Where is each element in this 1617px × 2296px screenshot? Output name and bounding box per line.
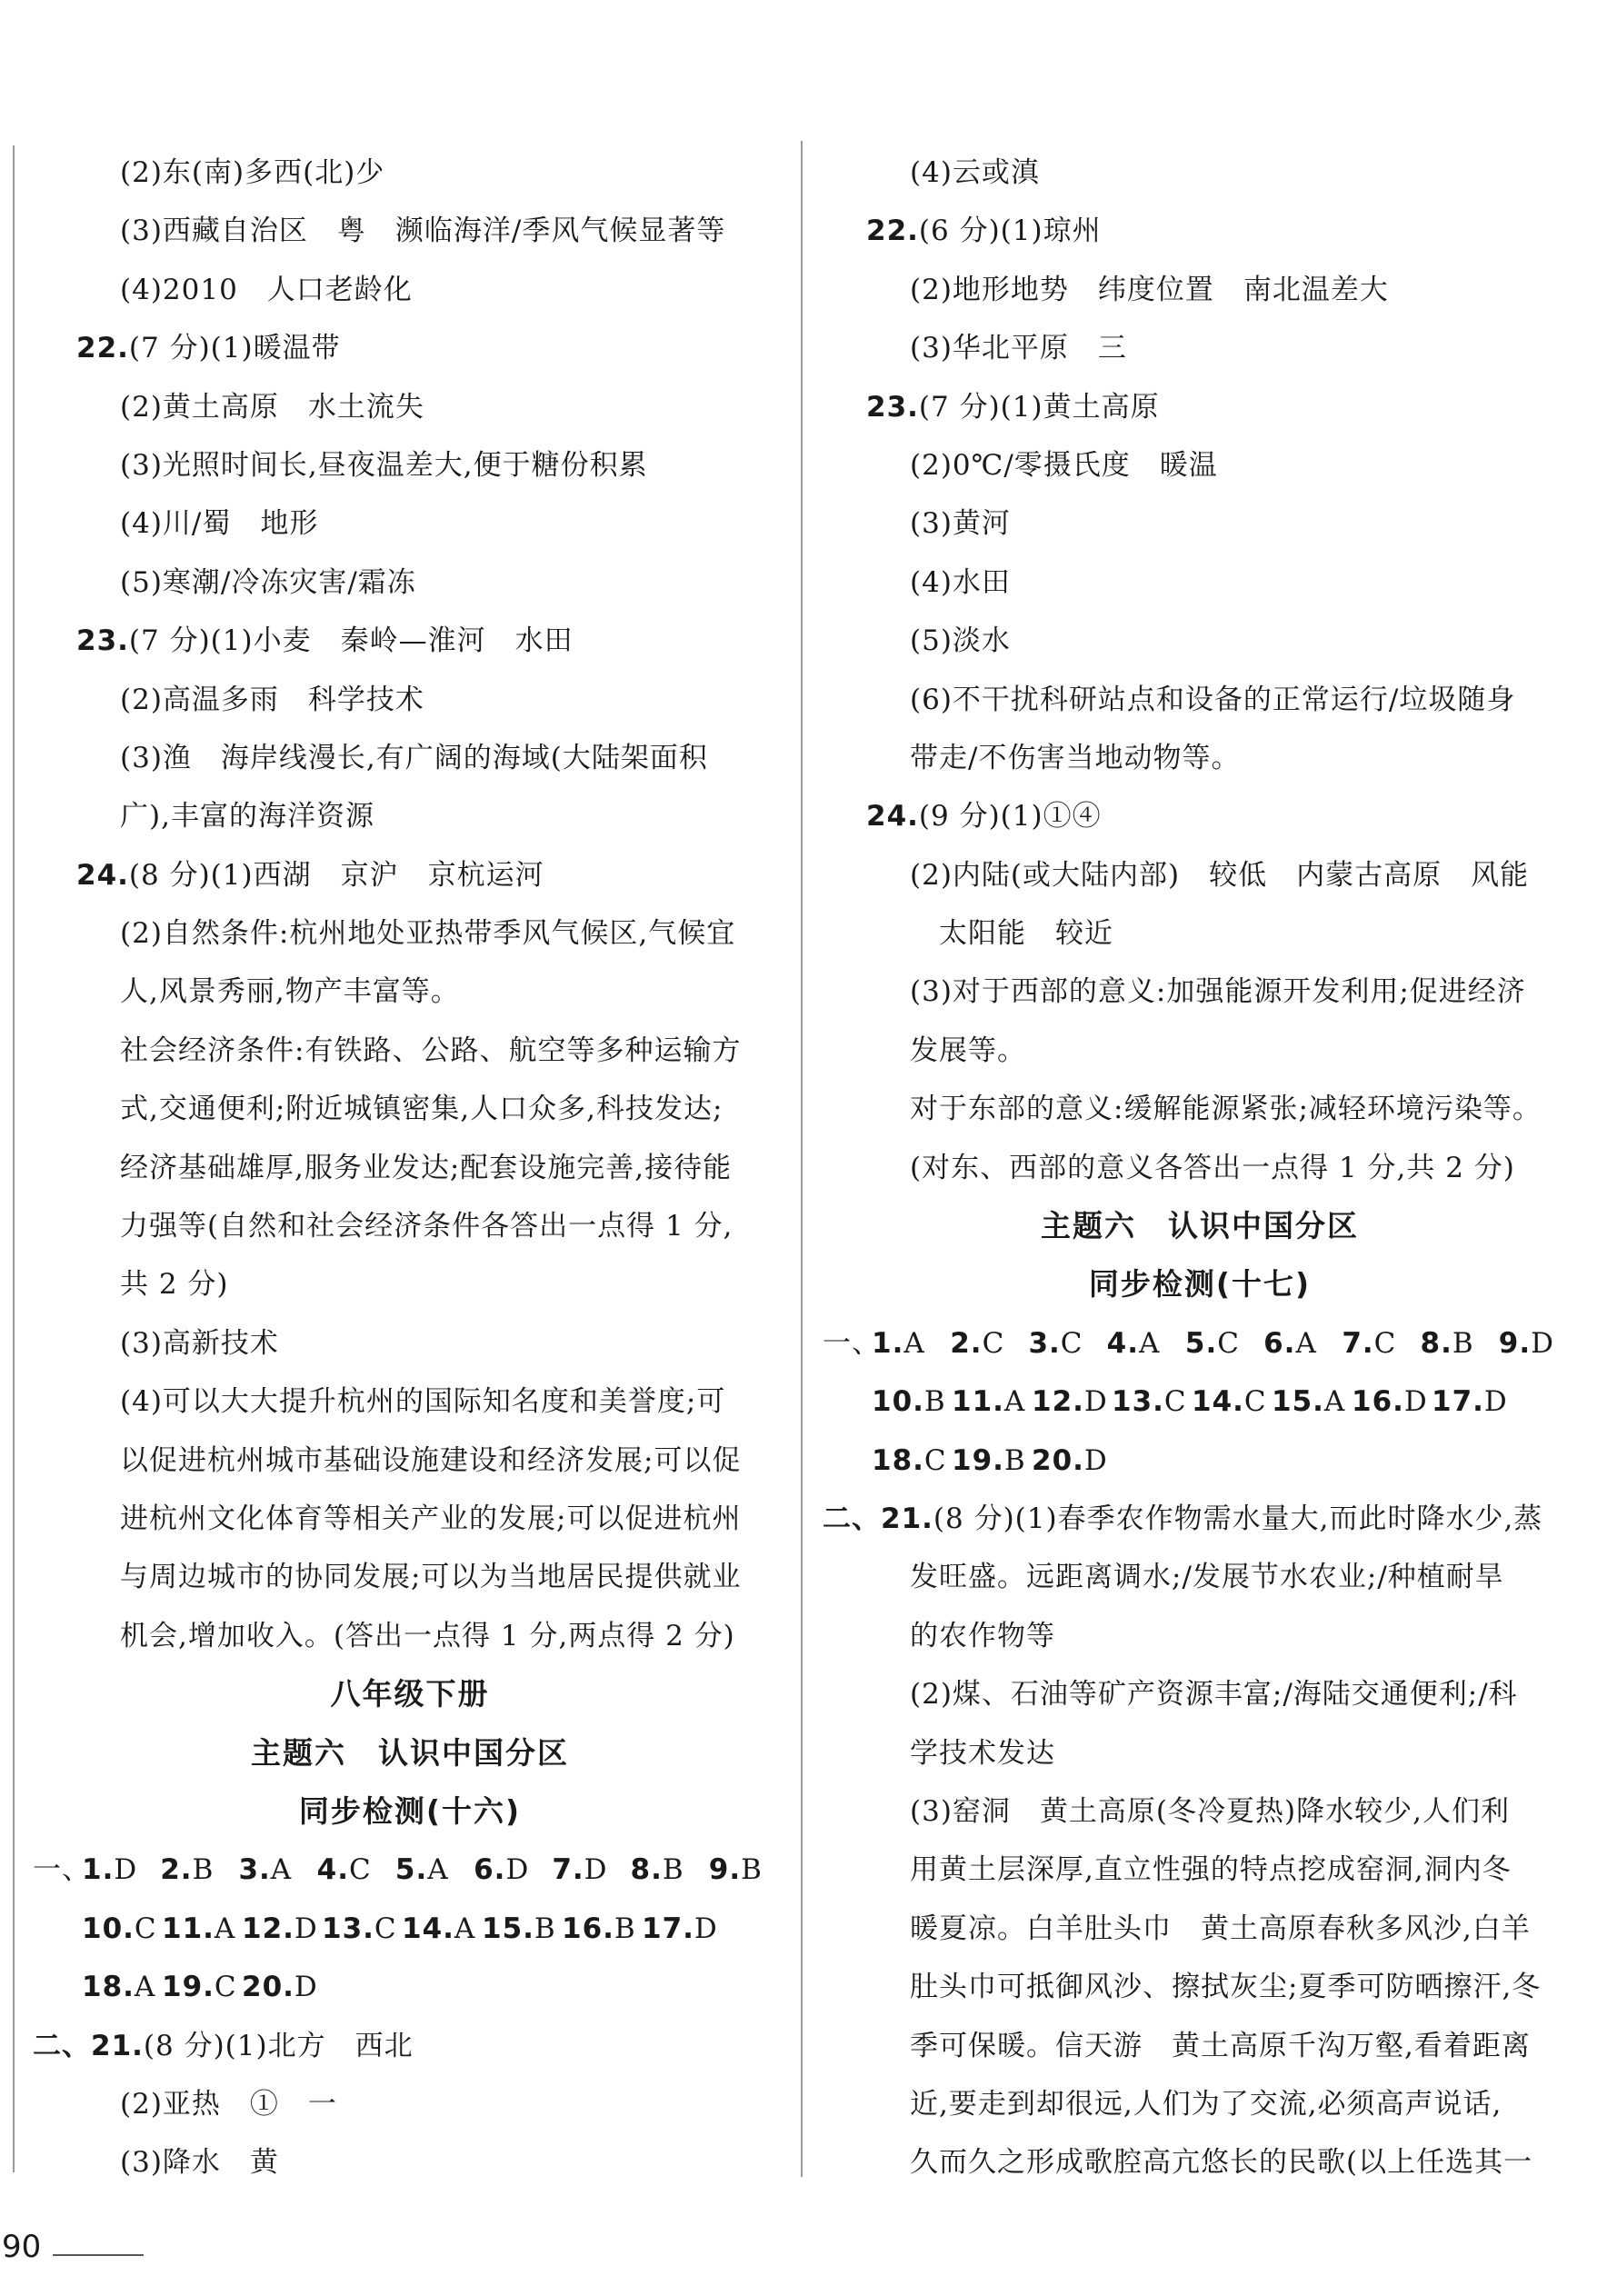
answer-letter: C [1217,1326,1240,1360]
answer-letter: B [923,1385,946,1419]
mc-answer [242,1900,322,1958]
question-item [33,2017,787,2075]
answer-letter: B [614,1912,636,1945]
question-number: 10. [82,1912,135,1945]
answer-line: (3)渔 海岸线漫长,有广阔的海域(大陆架面积 [120,741,708,774]
question-number: 5. [394,1853,428,1887]
multiple-choice-answers [33,1958,787,2016]
question-number: 8. [1420,1326,1452,1360]
question-item [823,378,1577,436]
answer-letter: D [694,1912,718,1945]
left-column [33,144,787,2192]
answer-line: 太阳能 较近 [939,917,1113,951]
mc-answer [1112,1373,1192,1431]
question-number: 23. [866,390,919,424]
answer-line: (4)可以大大提升杭州的国际知名度和美誉度;可 [120,1385,726,1419]
question-item [33,612,787,670]
question-number: 二、21. [823,1502,933,1535]
answer-letter: C [374,1912,397,1945]
question-number: 二、21. [33,2029,144,2062]
mc-answer [82,1900,162,1958]
mc-answer [1352,1373,1432,1431]
answer-line: (3)光照时间长,昼夜温差大,便于糖份积累 [120,448,648,482]
answer-line: 机会,增加收入。(答出一点得 1 分,两点得 2 分) [120,1619,735,1652]
answer-letter: B [662,1853,684,1887]
answer-line: 近,要走到却很远,人们为了交流,必须高声说话, [910,2087,1502,2121]
answer-line: (3)对于西部的意义:加强能源开发利用;促进经济 [910,975,1526,1009]
mc-answer [238,1841,316,1899]
question-number: 24. [866,800,919,834]
multiple-choice-answers [823,1314,1577,1373]
mc-answer [552,1841,630,1899]
right-column [823,144,1577,2192]
multiple-choice-answers [33,1841,787,1899]
answer-line: 社会经济条件:有铁路、公路、航空等多种运输方 [120,1033,742,1067]
mc-answer [242,1958,322,2016]
answer-line: (5)寒潮/冷冻灾害/霜冻 [120,565,416,599]
question-number: 4. [1106,1326,1140,1360]
mc-answer [872,1314,950,1373]
section-prefix [823,1373,872,1431]
answer-line: (3)窑洞 黄土高原(冬冷夏热)降水较少,人们利 [910,1794,1510,1828]
question-number: 23. [76,624,129,658]
answer-line: (4)水田 [910,565,1011,599]
question-item [33,846,787,904]
question-number: 22. [76,332,129,365]
question-number: 13. [1112,1385,1164,1419]
mc-answer [562,1900,642,1958]
answer-line: (2)地形地势 纬度位置 南北温差大 [910,273,1389,306]
answer-letter: B [192,1853,215,1887]
mc-answer [395,1841,474,1899]
section-prefix [823,1432,872,1490]
question-number: 24. [76,858,129,892]
question-number: 3. [238,1853,271,1887]
mc-answer [950,1314,1028,1373]
page-number-rule [53,2254,144,2256]
answer-letter: C [923,1443,947,1477]
mc-answer [642,1900,722,1958]
question-number: 17. [642,1912,694,1945]
answer-line: 发旺盛。远距离调水;/发展节水农业;/种植耐旱 [910,1561,1504,1594]
mc-answer [872,1432,952,1490]
answer-letter: B [1003,1443,1026,1477]
question-number: 19. [952,1443,1004,1477]
answer-line: (2)内陆(或大陆内部) 较低 内蒙古高原 风能 [910,858,1530,892]
multiple-choice-answers [823,1373,1577,1431]
answer-line: (2)自然条件:杭州地处亚热带季风气候区,气候宜 [120,917,736,951]
question-number: 19. [162,1971,215,2004]
answer-line: 进杭州文化体育等相关产业的发展;可以促进杭州 [120,1502,742,1535]
mc-answer [1272,1373,1352,1431]
answer-letter: C [349,1853,372,1887]
mc-answer [162,1900,242,1958]
answer-letter: A [1323,1385,1346,1419]
mc-answer [322,1900,402,1958]
question-number: 5. [1184,1326,1218,1360]
answer-line: (2)亚热 ① 一 [120,2087,337,2121]
mc-answer [1028,1314,1106,1373]
mc-answer [160,1841,238,1899]
mc-answer [952,1373,1032,1431]
question-item [823,202,1577,260]
question-number: 22. [866,215,919,248]
section-prefix [33,1958,82,2016]
answer-line: (4)2010 人口老龄化 [120,273,413,306]
question-number: 7. [1342,1326,1374,1360]
answer-line: 经济基础雄厚,服务业发达;配套设施完善,接待能 [120,1151,733,1184]
answer-letter: D [505,1853,530,1887]
answer-line: (2)高温多雨 科学技术 [120,683,424,716]
mc-answer [482,1900,562,1958]
question-number: 3. [1028,1326,1061,1360]
answer-line: (3)华北平原 三 [910,332,1127,365]
question-item [33,319,787,377]
answer-line: (6)不干扰科研站点和设备的正常运行/垃圾随身 [910,683,1516,716]
answer-line: (3)高新技术 [120,1326,279,1360]
mc-answer [1421,1314,1499,1373]
answer-letter: C [1060,1326,1083,1360]
answer-line: (5)淡水 [910,624,1011,658]
answer-letter: A [134,1971,156,2004]
answer-line: 久而久之形成歌腔高亢悠长的民歌(以上任选其一 [910,2146,1533,2180]
question-number: 14. [1192,1385,1244,1419]
mc-answer [317,1841,395,1899]
answer-line: 带走/不伤害当地动物等。 [910,741,1241,774]
question-item [823,1490,1577,1548]
question-number: 20. [1032,1443,1084,1477]
question-number: 2. [160,1853,193,1887]
question-number: 4. [316,1853,350,1887]
answer-line: 暖夏凉。白羊肚头巾 黄土高原春秋多风沙,白羊 [910,1912,1531,1945]
question-number: 8. [630,1853,663,1887]
question-number: 12. [242,1912,294,1945]
question-number: 11. [162,1912,215,1945]
question-number: 15. [1272,1385,1324,1419]
mc-answer [1263,1314,1342,1373]
answer-letter: A [1139,1326,1161,1360]
question-number: 20. [242,1971,294,2004]
answer-line: (3)西藏自治区 粤 濒临海洋/季风气候显著等 [120,215,726,248]
answer-line: 人,风景秀丽,物产丰富等。 [120,975,460,1009]
answer-line: 季可保暖。信天游 黄土高原千沟万壑,看着距离 [910,2029,1531,2062]
answer-letter: D [1531,1326,1554,1360]
question-number: 6. [1263,1326,1296,1360]
answer-line: (对东、西部的意义各答出一点得 1 分,共 2 分) [910,1151,1515,1184]
answer-letter: A [1295,1326,1317,1360]
answer-line: 肚头巾可抵御风沙、擦拭灰尘;夏季可防晒擦汗,冬 [910,1971,1542,2004]
answer-line: (4)云或滇 [910,156,1040,189]
section-heading: 主题六 认识中国分区 [251,1734,569,1771]
section-prefix: 一、 [823,1326,881,1360]
mc-answer [1499,1314,1577,1373]
mc-answer [82,1841,160,1899]
section-heading: 同步检测(十六) [298,1792,522,1829]
answer-letter: B [534,1912,556,1945]
left-margin-rule [13,145,15,2172]
section-heading: 主题六 认识中国分区 [1041,1208,1359,1244]
answer-letter: D [1403,1385,1428,1419]
answer-letter: C [1373,1326,1397,1360]
answer-text: (8 分)(1)西湖 京沪 京杭运河 [128,858,544,892]
question-number: 15. [482,1912,534,1945]
question-number: 18. [82,1971,135,2004]
question-number: 14. [402,1912,454,1945]
mc-answer [872,1373,952,1431]
mc-answer [631,1841,709,1899]
mc-answer [474,1841,552,1899]
answer-text: (7 分)(1)小麦 秦岭—淮河 水田 [128,624,574,658]
mc-answer [162,1958,242,2016]
question-number: 9. [1498,1326,1532,1360]
answer-line: 力强等(自然和社会经济条件各答出一点得 1 分, [120,1210,734,1243]
answer-letter: D [1483,1385,1508,1419]
answer-line: 与周边城市的协同发展;可以为当地居民提供就业 [120,1561,742,1594]
answer-letter: C [982,1326,1005,1360]
question-number: 16. [1352,1385,1404,1419]
answer-letter: A [1003,1385,1026,1419]
answer-letter: D [294,1912,318,1945]
question-number: 16. [562,1912,614,1945]
answer-letter: A [214,1912,236,1945]
answer-letter: A [270,1853,293,1887]
answer-line: (2)黄土高原 水土流失 [120,390,424,424]
answer-line: 共 2 分) [120,1268,229,1302]
answer-line: 式,交通便利;附近城镇密集,人口众多,科技发达; [120,1093,724,1126]
mc-answer [1032,1432,1112,1490]
mc-answer [709,1841,787,1899]
answer-text: (8 分)(1)北方 西北 [143,2029,414,2062]
answer-letter: C [134,1912,157,1945]
answer-letter: C [1243,1385,1267,1419]
mc-answer [1185,1314,1263,1373]
answer-letter: B [1452,1326,1474,1360]
multiple-choice-answers [823,1432,1577,1490]
mc-answer [952,1432,1032,1490]
mc-answer [1342,1314,1420,1373]
question-number: 11. [952,1385,1004,1419]
column-divider [801,141,803,2177]
answer-line: (2)东(南)多西(北)少 [120,156,385,189]
answer-line: 以促进杭州城市基础设施建设和经济发展;可以促 [120,1443,742,1477]
answer-line: 发展等。 [910,1033,1026,1067]
answer-letter: C [1163,1385,1187,1419]
answer-letter: C [214,1971,237,2004]
answer-text: (6 分)(1)琼州 [918,215,1102,248]
mc-answer [1432,1373,1512,1431]
answer-line: 的农作物等 [910,1619,1055,1652]
question-number: 1. [872,1326,904,1360]
question-number: 6. [474,1853,506,1887]
answer-line: 广),丰富的海洋资源 [120,800,374,834]
answer-letter: D [584,1853,608,1887]
question-number: 12. [1032,1385,1084,1419]
answer-letter: D [294,1971,318,2004]
question-item [823,787,1577,845]
question-number: 10. [872,1385,924,1419]
mc-answer [402,1900,482,1958]
answer-line: 用黄土层深厚,直立性强的特点挖成窑洞,洞内冬 [910,1853,1512,1887]
section-prefix: 一、 [33,1853,91,1887]
answer-line: (2)煤、石油等矿产资源丰富;/海陆交通便利;/科 [910,1678,1518,1712]
section-heading: 同步检测(十七) [1088,1266,1312,1303]
answer-text: (9 分)(1)①④ [918,800,1102,834]
section-prefix [33,1900,82,1958]
section-heading: 八年级下册 [330,1676,490,1712]
answer-letter: A [427,1853,449,1887]
mc-answer [1192,1373,1272,1431]
answer-line: (3)降水 黄 [120,2146,279,2180]
answer-line: (2)0℃/零摄氏度 暖温 [910,448,1218,482]
answer-letter: A [454,1912,476,1945]
answer-letter: D [114,1853,138,1887]
answer-letter: D [1083,1443,1108,1477]
answer-text: (8 分)(1)春季农作物需水量大,而此时降水少,蒸 [933,1502,1543,1535]
question-number: 18. [872,1443,924,1477]
multiple-choice-answers [33,1900,787,1958]
answer-line: (4)川/蜀 地形 [120,507,319,541]
mc-answer [1032,1373,1112,1431]
answer-line: 对于东部的意义:缓解能源紧张;减轻环境污染等。 [910,1093,1542,1126]
answer-text: (7 分)(1)暖温带 [128,332,341,365]
question-number: 2. [950,1326,983,1360]
question-number: 1. [82,1853,115,1887]
answer-letter: A [903,1326,925,1360]
answer-letter: D [1083,1385,1108,1419]
mc-answer [82,1958,162,2016]
answer-text: (7 分)(1)黄土高原 [918,390,1160,424]
question-number: 9. [708,1853,742,1887]
answer-line: (3)黄河 [910,507,1011,541]
question-number: 17. [1432,1385,1484,1419]
answer-letter: B [741,1853,763,1887]
page-number: 90 [2,2229,42,2265]
question-number: 13. [322,1912,374,1945]
answer-line: 学技术发达 [910,1736,1055,1770]
question-number: 7. [552,1853,584,1887]
mc-answer [1107,1314,1185,1373]
